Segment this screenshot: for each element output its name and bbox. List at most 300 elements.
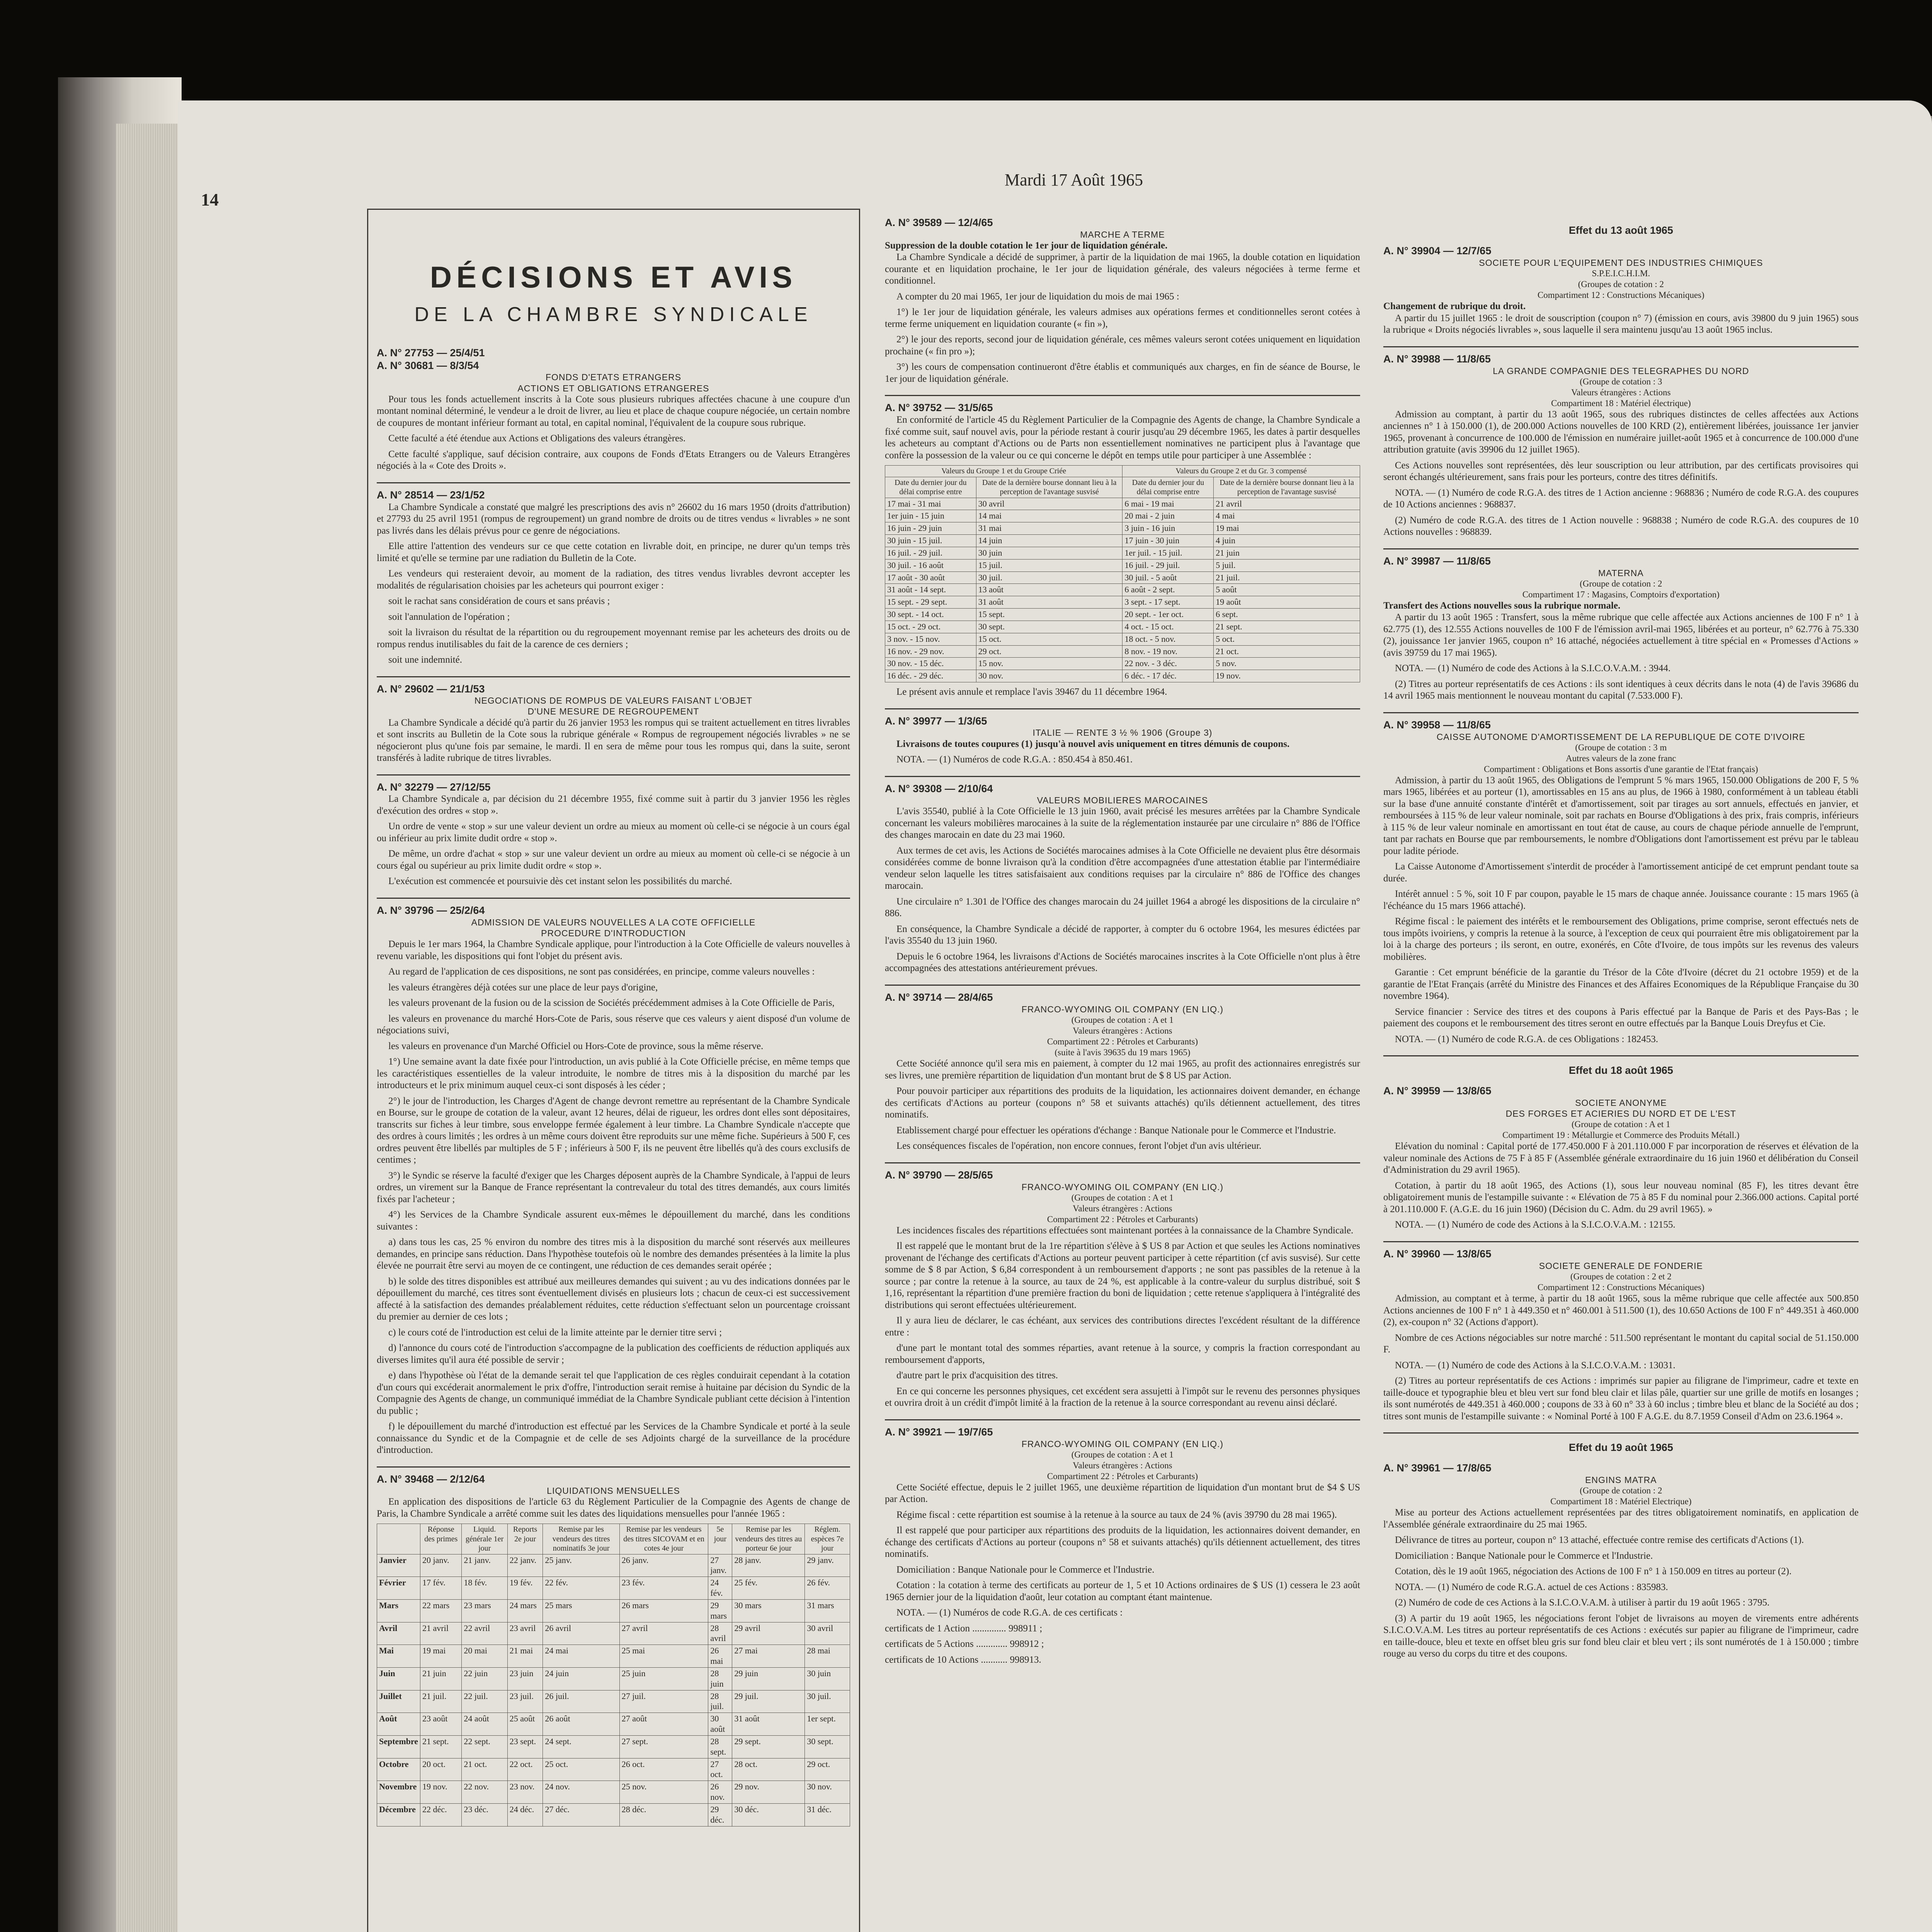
table-cell: 22 avril	[462, 1622, 507, 1645]
table-cell: 22 déc.	[420, 1803, 462, 1826]
table-cell: 15 sept.	[976, 609, 1122, 621]
table-cell: 24 mai	[543, 1645, 619, 1668]
paragraph: d'autre part le prix d'acquisition des titres.	[896, 1370, 1058, 1381]
month-cell: Avril	[377, 1622, 420, 1645]
table-cell: 16 déc. - 29 déc.	[885, 670, 976, 682]
table-cell: 29 juin	[732, 1667, 805, 1690]
paragraph: certificats de 10 Actions ........... 998913.	[885, 1654, 1041, 1665]
table-row	[377, 1758, 850, 1781]
table-cell: 25 oct.	[543, 1758, 619, 1781]
table-cell: 20 janv.	[420, 1554, 462, 1577]
notice-caption: (Groupes de cotation : A et 1	[1071, 1449, 1174, 1459]
paragraph: La Chambre Syndicale a décidé de supprimer, à partir de la liquidation de mai 1965, la double cotation en liquidation courante et en liquidation prochaine, le 1er jour de liquidation générale, des valeurs négociées à terme ferme et conditionnel.	[885, 252, 1360, 286]
table-cell: 29 oct.	[805, 1758, 850, 1781]
table-row	[377, 1577, 850, 1600]
table-cell: 20 oct.	[420, 1758, 462, 1781]
paragraph: Intérêt annuel : 5 %, soit 10 F par coupon, payable le 15 mars de chaque année. Jouissance courante : 15 mars 1965 (à l'échéance du 15 mars 1966 attaché).	[1383, 889, 1859, 911]
paragraph: Délivrance de titres au porteur, coupon n° 13 attaché, effectuée contre remise des certificats d'Actions (1).	[1395, 1535, 1804, 1546]
notice-caption: Compartiment 22 : Pétroles et Carburants)	[1047, 1037, 1198, 1047]
table-cell: 5 août	[1214, 584, 1360, 596]
table-row	[377, 1645, 850, 1668]
month-cell: Novembre	[377, 1781, 420, 1804]
table-cell: 30 sept.	[976, 621, 1122, 633]
table-cell: 26 avril	[543, 1622, 619, 1645]
paragraph: La Chambre Syndicale a constaté que malgré les prescriptions des avis n° 26602 du 16 mars 1950 (droits d'attribution) et 27793 du 25 avril 1951 (rompus de regroupement) un grand nombre de droits ou de titres vendus « livrables » ne sont pas livrés dans les délais prévus pour ce genre de négociations.	[377, 502, 850, 536]
table-row	[377, 1713, 850, 1736]
table-cell: 17 fév.	[420, 1577, 462, 1600]
paragraph: Etablissement chargé pour effectuer les opérations d'échange : Banque Nationale pour le Commerce et l'Industrie.	[896, 1125, 1336, 1136]
table-cell: 16 juil. - 29 juil.	[885, 547, 976, 559]
notice-caption: ACTIONS ET OBLIGATIONS ETRANGERES	[517, 383, 709, 393]
table-cell: 22 juin	[462, 1667, 507, 1690]
table-cell: 21 sept.	[420, 1735, 462, 1758]
table-row	[377, 1803, 850, 1826]
notice-caption: FONDS D'ETATS ETRANGERS	[545, 372, 682, 383]
table-cell: 27 janv.	[708, 1554, 732, 1577]
notice-number: A. N° 39958 — 11/8/65	[1383, 719, 1491, 731]
divider	[885, 985, 1360, 986]
notice-39987	[1383, 555, 1859, 702]
month-cell: Février	[377, 1577, 420, 1600]
table-cell: 30 nov. - 15 déc.	[885, 658, 976, 670]
paragraph: Elévation du nominal : Capital porté de 177.450.000 F à 201.110.000 F par incorporation de réserves et élévation de la valeur nominale des Actions de 75 F à 85 F (Assemblée générale extraordinaire du 16 juin 1960 et délibération du Conseil d'Administration du 29 avril 1965).	[1383, 1141, 1859, 1175]
table-row	[885, 645, 1360, 658]
divider	[377, 482, 850, 483]
paragraph: certificats de 5 Actions ............. 998912 ;	[885, 1639, 1044, 1650]
paragraph: Il est rappelé que pour participer aux répartitions des produits de la liquidation, les actionnaires doivent demander, en échange des certificats d'Actions au porteur (coupons n° 58 et suivants attachés) qu'ils détiennent actuellement, des titres nominatifs.	[885, 1525, 1360, 1560]
divider	[1383, 1241, 1859, 1242]
table-cell: 15 oct.	[976, 633, 1122, 645]
table-cell: 23 juin	[507, 1667, 543, 1690]
notice-caption: (Groupe de cotation : 2	[1580, 578, 1662, 588]
table-cell: 30 juin - 15 juil.	[885, 535, 976, 547]
table-row	[885, 584, 1360, 596]
month-cell: Octobre	[377, 1758, 420, 1781]
paragraph: (2) Numéro de code R.G.A. des titres de 1 Action nouvelle : 968838 ; Numéro de code R.G.A. des coupures de 10 Actions nouvelles : 968839.	[1383, 515, 1859, 537]
table-cell: 14 juin	[976, 535, 1122, 547]
table-cell: 25 mars	[543, 1599, 619, 1622]
notice-number: A. N° 39921 — 19/7/65	[885, 1426, 993, 1438]
paragraph: Admission au comptant, à partir du 13 août 1965, sous des rubriques distinctes de celles affectées aux Actions anciennes n° 1 à 150.000 (1), de 200.000 Actions nouvelles de 100 KRD (2), entièrement libérées, jouissance 1er janvier 1965, provenant à concurrence de 100.000 de l'émission en numéraire juillet-août 1965 et à concurrence de 100.000 d'une attribution gratuite (avis 39906 du 12 juillet 1965).	[1383, 409, 1859, 455]
notice-caption: Compartiment 12 : Constructions Mécaniques)	[1537, 1282, 1704, 1292]
notice-number: A. N° 39589 — 12/4/65	[885, 217, 993, 228]
notice-caption: LA GRANDE COMPAGNIE DES TELEGRAPHES DU NORD	[1493, 366, 1749, 376]
table-cell: 30 août	[708, 1713, 732, 1736]
notice-caption: Autres valeurs de la zone franc	[1566, 753, 1676, 763]
notice-number: A. N° 39988 — 11/8/65	[1383, 353, 1491, 365]
notice-caption: Valeurs étrangères : Actions	[1073, 1460, 1172, 1470]
table-cell: 3 juin - 16 juin	[1122, 522, 1214, 535]
paragraph: Depuis le 6 octobre 1964, les livraisons d'Actions de Sociétés marocaines inscrites à la Cote Officielle n'ont plus à être accompagnées des attestations antérieurement prévues.	[885, 951, 1360, 974]
table-cell: 30 juil.	[805, 1690, 850, 1713]
notice-29602	[377, 683, 850, 764]
table-cell: 22 nov.	[462, 1781, 507, 1804]
divider	[1383, 346, 1859, 347]
month-cell: Juin	[377, 1667, 420, 1690]
notice-caption: VALEURS MOBILIERES MAROCAINES	[1037, 795, 1208, 806]
paragraph: Un ordre de vente « stop » sur une valeur devient un ordre au mieux au moment où celle-ci se négocie à un cours égal ou inférieur au prix limite dudit ordre « stop ».	[377, 821, 850, 844]
notice-caption: (Groupe de cotation : A et 1	[1571, 1119, 1670, 1129]
notice-39959	[1383, 1085, 1859, 1231]
notice-caption: Compartiment : Obligations et Bons assortis d'une garantie de l'Etat français)	[1484, 764, 1758, 774]
paragraph: NOTA. — (1) Numéro de code R.G.A. actuel de ces Actions : 835983.	[1395, 1582, 1668, 1592]
paragraph: L'exécution est commencée et poursuivie dès cet instant selon les possibilités du marché.	[388, 876, 732, 887]
table-cell: 24 août	[462, 1713, 507, 1736]
table-cell: 30 déc.	[732, 1803, 805, 1826]
paragraph: les valeurs étrangères déjà cotées sur une place de leur pays d'origine,	[388, 982, 658, 993]
table-cell: 4 juin	[1214, 535, 1360, 547]
table-cell: 21 avril	[1214, 498, 1360, 510]
table-row	[885, 498, 1360, 510]
notice-caption: SOCIETE POUR L'EQUIPEMENT DES INDUSTRIES CHIMIQUES	[1479, 257, 1763, 268]
paragraph: En conséquence, la Chambre Syndicale a décidé de rapporter, à compter du 6 octobre 1964, les mesures édictées par l'avis 35540 du 13 juin 1960.	[885, 923, 1360, 946]
notice-number: A. N° 28514 — 23/1/52	[377, 489, 485, 501]
table-cell: 1er juin - 15 juin	[885, 510, 976, 522]
paragraph: Mise au porteur des Actions actuellement représentées par des titres obligatoirement nominatifs, en application de l'Assemblée générale extraordinaire du 25 mai 1965.	[1383, 1507, 1859, 1530]
notice-number: A. N° 39977 — 1/3/65	[885, 715, 987, 727]
table-cell: 26 juil.	[543, 1690, 619, 1713]
paragraph: NOTA. — (1) Numéro de code R.G.A. de ces Obligations : 182453.	[1395, 1034, 1658, 1044]
divider	[885, 1419, 1360, 1420]
table-cell: 30 juin	[805, 1667, 850, 1690]
table-cell: 23 août	[420, 1713, 462, 1736]
paragraph: c) le cours coté de l'introduction est celui de la limite atteinte par le dernier titre servi ;	[388, 1327, 722, 1338]
notice-39790	[885, 1169, 1360, 1409]
table-cell: 16 juin - 29 juin	[885, 522, 976, 535]
notice-heading: Transfert des Actions nouvelles sous la rubrique normale.	[1383, 600, 1621, 611]
table-cell: 28 mai	[805, 1645, 850, 1668]
paragraph: La Chambre Syndicale a, par décision du 21 décembre 1955, fixé comme suit à partir du 3 janvier 1956 les règles d'exécution des ordres « stop ».	[377, 794, 850, 816]
table-cell: 15 nov.	[976, 658, 1122, 670]
notice-39796	[377, 904, 850, 1456]
notice-caption: (Groupes de cotation : 2 et 2	[1570, 1271, 1672, 1281]
paragraph: A partir du 13 août 1965 : Transfert, sous la même rubrique que celle affectée aux Actions anciennes de 100 F n° 1 à 62.775 (1), des 12.555 Actions nouvelles de 100 F de l'émission avril-mai 1965, libérées et au porteur, n° 62.776 à 75.330 (2), jouissance 1er janvier 1965, coupon n° 16 attaché, négociées actuellement à titre spécial en « Promesses d'Actions » (avis 39759 du 17 mai 1965).	[1383, 612, 1859, 658]
table-cell: 3 nov. - 15 nov.	[885, 633, 976, 645]
notice-number: A. N° 39960 — 13/8/65	[1383, 1248, 1492, 1260]
table-cell: 27 avril	[619, 1622, 708, 1645]
paragraph: 3°) les cours de compensation continueront d'être établis et communiqués aux charges, en fin de séance de Bourse, le 1er jour de liquidation générale.	[885, 362, 1360, 384]
paragraph: En ce qui concerne les personnes physiques, cet excédent sera assujetti à l'impôt sur le revenu des personnes physiques et ouvrira droit à un crédit d'impôt limité à la fraction de la retenue à la source correspondant au revenu ainsi déclaré.	[885, 1386, 1360, 1408]
paragraph: Régime fiscal : cette répartition est soumise à la retenue à la source au taux de 24 % (avis 39790 du 28 mai 1965).	[896, 1509, 1337, 1520]
table-cell: 22 fév.	[543, 1577, 619, 1600]
table-cell: 31 août	[976, 596, 1122, 609]
table-cell: 24 déc.	[507, 1803, 543, 1826]
paragraph: 4°) les Services de la Chambre Syndicale assurent eux-mêmes le dépouillement du marché, dans les conditions suivantes :	[377, 1209, 850, 1232]
paragraph: e) dans l'hypothèse où l'état de la demande serait tel que l'application de ces règles conduirait cependant à la cotation d'un cours qui excéderait anormalement le prix d'offre, l'introduction serait remise à huitaine par décision du Syndic de la Compagnie des Agents de change, un communiqué immédiat de la Chambre Syndicale publiant cette décision à l'intention du public ;	[377, 1370, 850, 1416]
table-cell: 1er sept.	[805, 1713, 850, 1736]
paragraph: les valeurs en provenance d'un Marché Officiel ou Hors-Cote de province, sous la même réserve.	[388, 1041, 764, 1051]
table-row	[377, 1690, 850, 1713]
paragraph: 3°) le Syndic se réserve la faculté d'exiger que les Charges déposent auprès de la Chambre Syndicale, à l'appui de leurs ordres, un virement sur la Banque de France représentant la contrevaleur du total des titres demandés, aux cours limités fixés par l'acheteur ;	[377, 1170, 850, 1204]
table-cell: 29 mars	[708, 1599, 732, 1622]
divider	[885, 776, 1360, 777]
notice-32279	[377, 781, 850, 888]
table-cell: 15 juil.	[976, 559, 1122, 571]
table-cell: 30 sept.	[805, 1735, 850, 1758]
paragraph: A partir du 15 juillet 1965 : le droit de souscription (coupon n° 7) (émission en cours, avis 39800 du 9 juin 1965) sous la rubrique « Droits négociés livrables », sous laquelle il sera maintenu jusqu'au 13 août 1965 inclus.	[1383, 313, 1859, 335]
notice-number: A. N° 29602 — 21/1/53	[377, 683, 485, 695]
column-header: Liquid. générale 1er jour	[462, 1524, 507, 1554]
month-cell: Mai	[377, 1645, 420, 1668]
notice-caption: (Groupes de cotation : A et 1	[1071, 1192, 1174, 1202]
table-cell: 27 sept.	[619, 1735, 708, 1758]
table-cell: 27 juil.	[619, 1690, 708, 1713]
dates-table	[885, 465, 1360, 682]
month-cell: Juillet	[377, 1690, 420, 1713]
notice-number: A. N° 39752 — 31/5/65	[885, 402, 993, 414]
notice-caption: NEGOCIATIONS DE ROMPUS DE VALEURS FAISANT L'OBJET	[474, 696, 753, 706]
paragraph: a) dans tous les cas, 25 % environ du nombre des titres mis à la disposition du marché sont réservés aux meilleures demandes, en principe sans réduction. Dans l'hypothèse toutefois où le nombre des demandes présentées à la limite la plus élevée ne pourrait être servi au moyen de ce contingent, une réduction de ces demandes serait opérée ;	[377, 1237, 850, 1271]
table-cell: 26 nov.	[708, 1781, 732, 1804]
table-cell: 21 mai	[507, 1645, 543, 1668]
paragraph: Une circulaire n° 1.301 de l'Office des changes marocain du 24 juillet 1964 a abrogé les dispositions de la circulaire n° 886.	[885, 896, 1360, 919]
table-cell: 13 août	[976, 584, 1122, 596]
table-cell: 21 oct.	[462, 1758, 507, 1781]
divider	[1383, 1432, 1859, 1434]
table-cell: 23 nov.	[507, 1781, 543, 1804]
column-header	[377, 1524, 420, 1554]
table-cell: 4 mai	[1214, 510, 1360, 522]
table-cell: 28 juin	[708, 1667, 732, 1690]
table-cell: 30 juil. - 5 août	[1122, 571, 1214, 584]
table-cell: 6 sept.	[1214, 609, 1360, 621]
paragraph: d) l'annonce du cours coté de l'introduction s'accompagne de la publication des coefficients de réduction appliqués aux diverses limites qu'il aura été possible de servir ;	[377, 1343, 850, 1365]
notice-39977	[885, 715, 1360, 766]
notice-39589	[885, 216, 1360, 385]
paragraph: Cotation, à partir du 18 août 1965, des Actions (1), sous leur nouveau nominal (85 F), les titres devant être obligatoirement munis de l'estampille suivante : « Elévation de 75 à 85 F du nominal pour 2.366.000 actions. Capital porté à 201.110.000 F. (A.G.E. du 16 juin 1960) (Décision du C. Adm. du 29 avril 1965). »	[1383, 1180, 1859, 1214]
table-cell: 26 janv.	[619, 1554, 708, 1577]
paragraph: La Chambre Syndicale a décidé qu'à partir du 26 janvier 1953 les rompus qui se traitent actuellement en titres livrables et sont inscrits au Bulletin de la Cote sous la rubrique générale « Rompus de regroupement négociés livrables » ne se négocieront plus qu'une fois par semaine, le mardi. Il en sera de même pour tous les rompus qui, dans la suite, seront transférés à ladite rubrique de titres livrables.	[377, 717, 850, 764]
table-body	[377, 1554, 850, 1826]
table-row	[885, 658, 1360, 670]
table-cell: 19 août	[1214, 596, 1360, 609]
paragraph: Cette Société effectue, depuis le 2 juillet 1965, une deuxième répartition de liquidation d'un montant brut de $4 $ US par Action.	[885, 1482, 1360, 1505]
table-cell: 30 mars	[732, 1599, 805, 1622]
table-cell: 19 nov.	[1214, 670, 1360, 682]
table-cell: 26 fév.	[805, 1577, 850, 1600]
paragraph: Pour tous les fonds actuellement inscrits à la Cote sous plusieurs rubriques affectées chacune à une coupure d'un montant nominal déterminé, le vendeur a le droit de livrer, au lieu et place de chaque coupure négociée, un certain nombre de coupures de montant inférieur formant au total, en capital nominal, l'équivalent de la coupure sous rubrique.	[377, 394, 850, 428]
table-cell: 29 oct.	[976, 645, 1122, 658]
table-body	[885, 498, 1360, 682]
notice-39904	[1383, 245, 1859, 336]
notice-caption: S.P.E.I.C.H.I.M.	[1592, 268, 1650, 278]
notice-caption: (Groupe de cotation : 3	[1580, 376, 1662, 386]
table-cell: 25 juin	[619, 1667, 708, 1690]
table-cell: 30 juil. - 16 août	[885, 559, 976, 571]
notice-heading: Changement de rubrique du droit.	[1383, 301, 1526, 312]
page-title: DÉCISIONS ET AVIS	[430, 260, 797, 294]
paragraph: Les conséquences fiscales de l'opération, non encore connues, feront l'objet d'un avis ultérieur.	[896, 1141, 1262, 1151]
divider	[885, 395, 1360, 396]
notice-caption: Compartiment 19 : Métallurgie et Commerce des Produits Métall.)	[1502, 1130, 1740, 1140]
paragraph: NOTA. — (1) Numéro de code des Actions à la S.I.C.O.V.A.M. : 3944.	[1395, 663, 1671, 674]
paragraph: Cette faculté a été étendue aux Actions et Obligations des valeurs étrangères.	[388, 433, 686, 444]
table-cell: 27 oct.	[708, 1758, 732, 1781]
page-number: 14	[201, 190, 219, 209]
table-row	[885, 621, 1360, 633]
table-row	[885, 571, 1360, 584]
table-cell: 26 mars	[619, 1599, 708, 1622]
table-cell: 21 sept.	[1214, 621, 1360, 633]
table-cell: 21 janv.	[462, 1554, 507, 1577]
table-row	[885, 670, 1360, 682]
table-cell: 8 nov. - 19 nov.	[1122, 645, 1214, 658]
divider	[885, 1162, 1360, 1163]
paragraph: La Caisse Autonome d'Amortissement s'interdit de procéder à l'amortissement anticipé de cet emprunt pendant toute sa durée.	[1383, 861, 1859, 884]
notice-caption: Compartiment 18 : Matériel Electrique)	[1550, 1497, 1692, 1506]
notice-caption: ITALIE — RENTE 3 ½ % 1906 (Groupe 3)	[1032, 728, 1213, 738]
table-cell: 28 juil.	[708, 1690, 732, 1713]
paragraph: soit l'annulation de l'opération ;	[388, 611, 510, 622]
notice-caption: SOCIETE GENERALE DE FONDERIE	[1539, 1260, 1703, 1271]
table-cell: 22 juil.	[462, 1690, 507, 1713]
table-cell: 1er juil. - 15 juil.	[1122, 547, 1214, 559]
divider	[1383, 712, 1859, 713]
table-cell: 28 déc.	[619, 1803, 708, 1826]
notice-caption: Valeurs étrangères : Actions	[1073, 1203, 1172, 1213]
table-cell: 22 mars	[420, 1599, 462, 1622]
table-cell: 20 mai - 2 juin	[1122, 510, 1214, 522]
table-cell: 29 avril	[732, 1622, 805, 1645]
notice-caption: Compartiment 18 : Matériel électrique)	[1551, 398, 1691, 408]
paragraph: soit le rachat sans considération de cours et sans préavis ;	[388, 596, 610, 606]
paragraph: En application des dispositions de l'article 63 du Règlement Particulier de la Compagnie des Agents de change de Paris, la Chambre Syndicale a arrêté comme suit les dates des liquidations mensuelles pour l'année 1965 :	[377, 1497, 850, 1519]
table-cell: 20 sept. - 1er oct.	[1122, 609, 1214, 621]
table-row	[377, 1599, 850, 1622]
notice-28514	[377, 489, 850, 666]
table-cell: 23 avril	[507, 1622, 543, 1645]
table-cell: 29 sept.	[732, 1735, 805, 1758]
table-row	[885, 522, 1360, 535]
table-cell: 6 août - 2 sept.	[1122, 584, 1214, 596]
notice-heading: Suppression de la double cotation le 1er jour de liquidation générale.	[885, 240, 1168, 251]
month-cell: Août	[377, 1713, 420, 1736]
column-header: Remise par les vendeurs des titres au porteur 6e jour	[732, 1524, 805, 1554]
paragraph: Aux termes de cet avis, les Actions de Sociétés marocaines admises à la Cote Officielle ne devaient plus être désormais considérées comme de bonne livraison qu'à la condition d'être accompagnées d'une attestation établie par l'intermédiaire vendeur selon laquelle les titres satisfaisaient aux conditions requises par la circulaire n° 886 de l'Office des changes marocain.	[885, 845, 1360, 891]
table-row	[885, 633, 1360, 645]
notice-caption: SOCIETE ANONYME	[1575, 1098, 1667, 1108]
divider	[377, 898, 850, 899]
table-cell: 28 janv.	[732, 1554, 805, 1577]
notice-number: A. N° 32279 — 27/12/55	[377, 781, 491, 793]
table-cell: 29 janv.	[805, 1554, 850, 1577]
paragraph: 1°) le 1er jour de liquidation générale, les valeurs admises aux opérations fermes et conditionnelles seront cotées à terme ferme uniquement en liquidation courante (« fin »),	[885, 307, 1360, 329]
paragraph: Il y aura lieu de déclarer, le cas échéant, aux services des contributions directes l'excédent résultant de la différence entre :	[885, 1315, 1360, 1338]
table-cell: 3 sept. - 17 sept.	[1122, 596, 1214, 609]
paragraph: Domiciliation : Banque Nationale pour le Commerce et l'Industrie.	[1395, 1550, 1653, 1561]
page-subtitle: DE LA CHAMBRE SYNDICALE	[414, 303, 813, 326]
table-cell: 22 nov. - 3 déc.	[1122, 658, 1214, 670]
paragraph: 2°) le jour des reports, second jour de liquidation générale, ces mêmes valeurs seront cotées uniquement en liquidation prochaine (« fin pro »);	[885, 334, 1360, 357]
table-cell: 30 nov.	[976, 670, 1122, 682]
notice-number: A. N° 39904 — 12/7/65	[1383, 245, 1492, 257]
table-cell: 30 nov.	[805, 1781, 850, 1804]
paragraph: De même, un ordre d'achat « stop » sur une valeur devient un ordre au mieux au moment où celle-ci se négocie à un cours égal ou supérieur au prix limite dudit ordre « stop ».	[377, 849, 850, 871]
notice-caption: Compartiment 22 : Pétroles et Carburants)	[1047, 1471, 1198, 1481]
table-cell: 27 déc.	[543, 1803, 619, 1826]
table-cell: 5 oct.	[1214, 633, 1360, 645]
table-cell: 25 nov.	[619, 1781, 708, 1804]
table-cell: 30 sept. - 14 oct.	[885, 609, 976, 621]
paragraph: Régime fiscal : le paiement des intérêts et le remboursement des Obligations, prime comprise, seront effectués nets de tous impôts ivoiriens, y compris la retenue à la source, à l'exception de ceux qui pourraient être mis obligatoirement par la loi à la charge des porteurs ; ils seront, en outre, exonérés, en Côte d'Ivoire, de tous impôts sur les revenus des valeurs mobilières.	[1383, 916, 1859, 962]
table-row	[377, 1667, 850, 1690]
table-cell: 25 fév.	[732, 1577, 805, 1600]
column-header: Réglem. espèces 7e jour	[805, 1524, 850, 1554]
table-row	[885, 596, 1360, 609]
table-cell: 23 fév.	[619, 1577, 708, 1600]
notice-caption: (Groupes de cotation : A et 1	[1071, 1015, 1174, 1025]
table-row	[885, 547, 1360, 559]
column-header: Réponse des primes	[420, 1524, 462, 1554]
table-row	[377, 1622, 850, 1645]
notice-caption: ADMISSION DE VALEURS NOUVELLES A LA COTE OFFICIELLE	[471, 917, 756, 927]
divider	[885, 708, 1360, 709]
notice-27753	[377, 347, 850, 472]
table-cell: 21 avril	[420, 1622, 462, 1645]
notice-number: A. N° 39308 — 2/10/64	[885, 782, 993, 794]
table-cell: 30 avril	[805, 1622, 850, 1645]
notice-caption: ENGINS MATRA	[1585, 1475, 1657, 1485]
table-cell: 6 déc. - 17 déc.	[1122, 670, 1214, 682]
table-cell: 21 oct.	[1214, 645, 1360, 658]
notice-caption: MARCHE A TERME	[1080, 229, 1165, 240]
column-1	[377, 216, 850, 1932]
paragraph: Nombre de ces Actions négociables sur notre marché : 511.500 représentant le montant du capital social de 51.150.000 F.	[1383, 1332, 1859, 1355]
table-cell: 15 sept. - 29 sept.	[885, 596, 976, 609]
table-cell: 29 déc.	[708, 1803, 732, 1826]
paragraph: NOTA. — (1) Numéro de code des Actions à la S.I.C.O.V.A.M. : 13031.	[1395, 1360, 1675, 1371]
paragraph: Ces Actions nouvelles sont représentées, dès leur souscription ou leur attribution, par des certificats provisoires qui seront échangés ultérieurement, sans frais pour les porteurs, contre des titres définitifs.	[1383, 460, 1859, 483]
paragraph: Pour pouvoir participer aux répartitions des produits de la liquidation, les actionnaires doivent demander, en échange des certificats d'Actions au porteur (coupons n° 58 et suivants attachés) qu'ils détiennent actuellement, des titres nominatifs.	[885, 1086, 1360, 1120]
notice-number: A. N° 39714 — 28/4/65	[885, 991, 993, 1003]
table-cell: 31 août	[732, 1713, 805, 1736]
table-cell: 29 juil.	[732, 1690, 805, 1713]
table-row	[885, 535, 1360, 547]
notice-number: A. N° 27753 — 25/4/51	[377, 347, 485, 359]
table-cell: 30 juin	[976, 547, 1122, 559]
table-cell: 27 août	[619, 1713, 708, 1736]
table-cell: 30 juil.	[976, 571, 1122, 584]
table-header-row	[377, 1524, 850, 1554]
table-cell: 26 mai	[708, 1645, 732, 1668]
paragraph: d'une part le montant total des sommes réparties, avant retenue à la source, y compris la fraction correspondant au remboursement d'apports,	[885, 1343, 1360, 1365]
table-cell: 23 déc.	[462, 1803, 507, 1826]
table-cell: 21 juil.	[1214, 571, 1360, 584]
paragraph: Au regard de l'application de ces dispositions, ne sont pas considérées, en principe, comme valeurs nouvelles :	[388, 966, 815, 977]
column-header: Reports 2e jour	[507, 1524, 543, 1554]
table-cell: 26 oct.	[619, 1758, 708, 1781]
effect-date-heading: Effet du 18 août 1965	[1568, 1065, 1673, 1077]
notice-39468	[377, 1473, 850, 1827]
table-cell: 28 sept.	[708, 1735, 732, 1758]
paragraph: Cette Société annonce qu'il sera mis en paiement, à compter du 12 mai 1965, au profit des actionnaires enregistrés sur ses livres, une première répartition de liquidation d'un montant brut de $ 8 US par Action.	[885, 1058, 1360, 1081]
column-header: 5e jour	[708, 1524, 732, 1554]
table-cell: 24 sept.	[543, 1735, 619, 1758]
paragraph: les valeurs provenant de la fusion ou de la scission de Sociétés précédemment admises à la Cote Officielle de Paris,	[388, 998, 835, 1008]
running-header-date: Mardi 17 Août 1965	[1005, 170, 1143, 189]
paragraph: Garantie : Cet emprunt bénéficie de la garantie du Trésor de la Côte d'Ivoire (décret du 21 octobre 1959) et de la garantie de l'Etat Français (arrêté du Ministre des Finances et des Affaires Economiques de la République Française du 30 novembre 1964).	[1383, 967, 1859, 1002]
paragraph: A compter du 20 mai 1965, 1er jour de liquidation du mois de mai 1965 :	[896, 291, 1179, 302]
table-cell: 22 oct.	[507, 1758, 543, 1781]
notice-39958	[1383, 719, 1859, 1046]
table-cell: 21 juil.	[420, 1690, 462, 1713]
table-cell: 25 août	[507, 1713, 543, 1736]
table-cell: 25 mai	[619, 1645, 708, 1668]
paragraph: f) le dépouillement du marché d'introduction est effectué par les Services de la Chambre Syndicale et porté à la seule connaissance du Syndic et de la Compagnie et de celle de ses Adjoints chargé de la surveillance de la procédure d'introduction.	[377, 1421, 850, 1455]
paragraph: Depuis le 1er mars 1964, la Chambre Syndicale applique, pour l'introduction à la Cote Officielle de valeurs nouvelles à revenu variable, les dispositions qui font l'objet du présent avis.	[377, 939, 850, 961]
paragraph: L'avis 35540, publié à la Cote Officielle le 13 juin 1960, avait précisé les mesures arrêtées par la Chambre Syndicale concernant les valeurs mobilières marocaines à la suite de la réglementation instaurée par une circulaire n° 886 de l'Office des changes marocain en date du 23 mai 1960.	[885, 806, 1360, 840]
table-cell: 17 juin - 30 juin	[1122, 535, 1214, 547]
